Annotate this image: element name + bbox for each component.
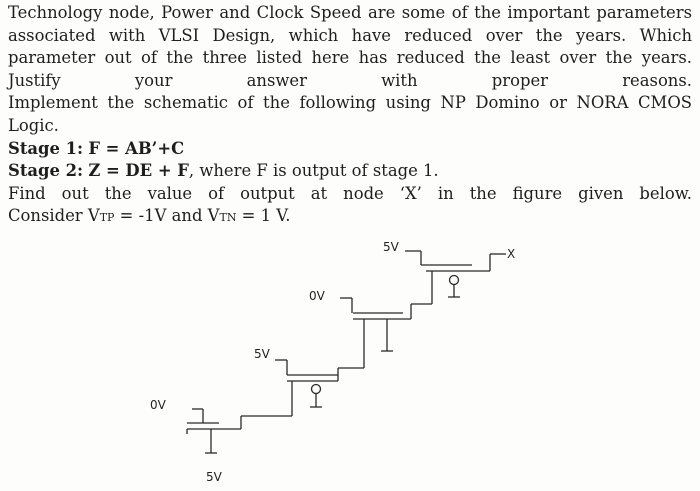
nmos-transistor-1 [187, 409, 241, 453]
vtn-subscript: TN [219, 211, 237, 225]
paragraph-1: Technology node, Power and Clock Speed are some of the important parameters associated with VLSI Design, which have reduced over the years. Which parameter out of the three listed here has reduced the least over the years. Justify your answer with proper reasons. [8, 3, 692, 90]
paragraph-2: Implement the schematic of the following using NP Domino or NORA CMOS Logic. [8, 93, 692, 135]
source-label: 5V [206, 470, 222, 484]
stage-2-note: , where F is output of stage 1. [188, 161, 439, 181]
gate-1-label: 0V [150, 398, 166, 412]
gate-2-label: 5V [254, 347, 270, 361]
stage-1-expression: F = AB’+C [88, 138, 185, 158]
stage-2-expression: Z = DE + F [88, 161, 189, 181]
threshold-line: Consider VTP = -1V and VTN = 1 V. [8, 206, 291, 226]
paragraph-3: Find out the value of output at node ‘X’ in the figure given below. [8, 183, 692, 203]
pmos-transistor-2 [275, 360, 338, 416]
nmos-transistor-3 [340, 298, 411, 368]
gate-4-label: 5V [383, 240, 399, 254]
stage-2-label: Stage 2: [8, 161, 84, 181]
pmos-transistor-4 [405, 251, 490, 304]
stage-1-label: Stage 1: [8, 138, 84, 158]
vtp-subscript: TP [99, 211, 115, 225]
gate-3-label: 0V [309, 289, 325, 303]
output-node-label: X [507, 247, 516, 261]
